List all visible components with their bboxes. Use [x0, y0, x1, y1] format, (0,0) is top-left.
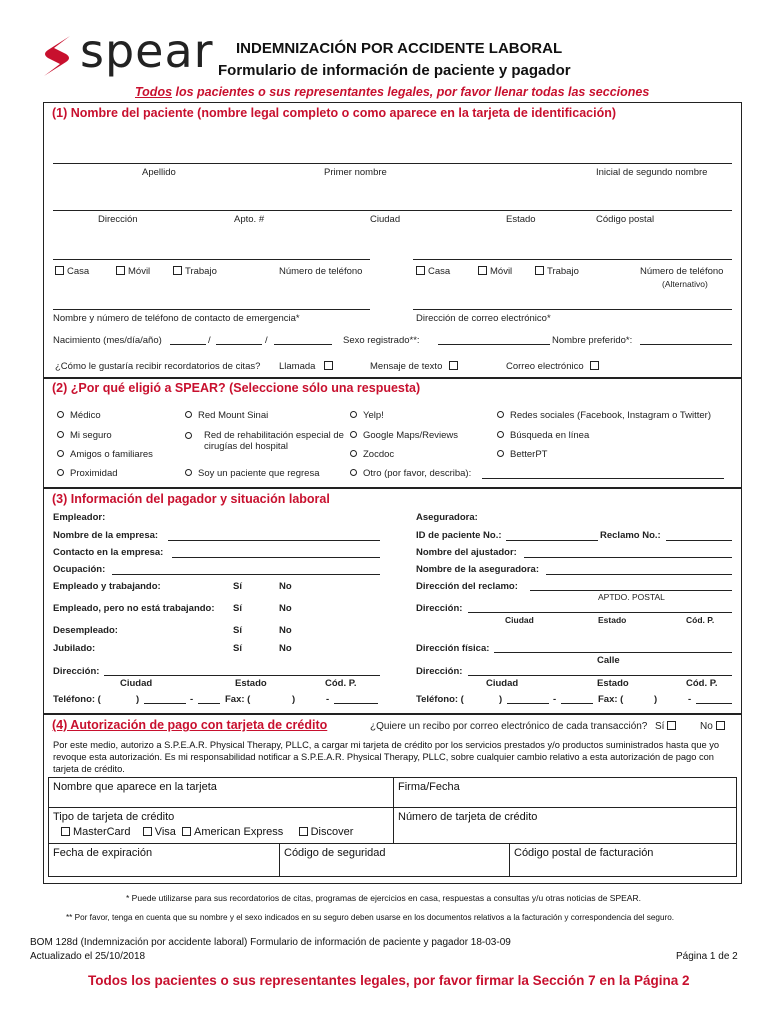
- logo-wordmark: spear: [80, 24, 214, 78]
- label-fax: Fax: (: [225, 694, 251, 705]
- radio[interactable]: [497, 450, 504, 457]
- label-seguridad: Código de seguridad: [284, 847, 386, 859]
- cell-tipo-tarjeta: [48, 807, 394, 844]
- recibo-si[interactable]: [655, 721, 679, 732]
- opt-si[interactable]: Sí: [233, 603, 242, 614]
- label-empleador: Empleador:: [53, 512, 106, 523]
- option-label: Mi seguro: [70, 430, 112, 441]
- checkbox[interactable]: [478, 266, 487, 275]
- instr-rest: los pacientes o sus representantes legales, por favor llenar todas las secciones: [172, 85, 650, 99]
- page-number: Página 1 de 2: [676, 951, 738, 962]
- paren: ): [292, 694, 296, 705]
- direccion-fisica-line[interactable]: [494, 652, 732, 653]
- label-contacto-empresa: Contacto en la empresa:: [53, 547, 164, 558]
- label-cod-p: Cód. P.: [686, 615, 715, 625]
- opt-no[interactable]: No: [279, 581, 292, 592]
- fax-suffix[interactable]: [696, 703, 732, 704]
- opt-si[interactable]: Sí: [233, 581, 242, 592]
- option-google[interactable]: [350, 430, 458, 441]
- reclamo-line[interactable]: [666, 540, 732, 541]
- phone-suffix[interactable]: [198, 703, 220, 704]
- label-llamada: Llamada: [279, 361, 316, 372]
- label-si: Sí: [655, 721, 665, 732]
- cell-expiracion[interactable]: [48, 843, 280, 877]
- label-nacimiento: Nacimiento (mes/día/año): [53, 335, 162, 346]
- ocupacion-line[interactable]: [112, 574, 380, 575]
- alt-phone-trabajo[interactable]: [535, 266, 579, 277]
- label-correo: Dirección de correo electrónico*: [416, 313, 551, 324]
- option-yelp[interactable]: [350, 410, 384, 421]
- checkbox[interactable]: [590, 361, 599, 370]
- paren: ): [136, 694, 140, 705]
- label-recordatorios: ¿Cómo le gustaría recibir recordatorios de citas?: [55, 361, 261, 372]
- direccion-reclamo-2-line[interactable]: [468, 612, 732, 613]
- instructions: [135, 85, 649, 99]
- option-label: Otro (por favor, describa):: [363, 468, 472, 479]
- radio[interactable]: [185, 411, 192, 418]
- dash: -: [553, 694, 557, 705]
- spear-logo-icon: [40, 34, 74, 78]
- radio[interactable]: [497, 431, 504, 438]
- radio[interactable]: [185, 469, 192, 476]
- reminder-correo[interactable]: [506, 361, 602, 372]
- label-casa: Casa: [428, 266, 451, 277]
- opt-no[interactable]: No: [279, 603, 292, 614]
- cell-firma[interactable]: [393, 777, 737, 808]
- label-codigo-postal: Código postal: [596, 214, 655, 225]
- empresa-line[interactable]: [168, 540, 380, 541]
- label-ciudad: Ciudad: [120, 678, 153, 689]
- label-direccion: Dirección: [98, 214, 138, 225]
- radio[interactable]: [185, 432, 192, 439]
- checkbox-discover[interactable]: [299, 827, 308, 836]
- checkbox[interactable]: [535, 266, 544, 275]
- dob-month[interactable]: [170, 344, 206, 345]
- dob-day[interactable]: [216, 344, 262, 345]
- form-subtitle: Formulario de información de paciente y pagador: [218, 62, 571, 79]
- alt-phone-casa[interactable]: [416, 266, 450, 277]
- dash: -: [688, 694, 692, 705]
- instr-underlined: Todos: [135, 85, 173, 99]
- label-trabajo: Trabajo: [547, 266, 579, 277]
- option-busqueda[interactable]: [497, 430, 589, 441]
- paren: ): [654, 694, 658, 705]
- label-id-paciente: ID de paciente No.:: [416, 530, 502, 541]
- label-cod-p: Cód. P.: [325, 678, 357, 689]
- otro-line[interactable]: [482, 478, 724, 479]
- footnote-2: ** Por favor, tenga en cuenta que su nombre y el sexo indicados en su seguro deben usarse en los documentos relativos a la facturación y correspondencia del seguro.: [66, 913, 675, 922]
- emergency-line[interactable]: [53, 309, 370, 310]
- label-casa: Casa: [67, 266, 90, 277]
- label-direccion-fisica: Dirección física:: [416, 643, 490, 654]
- alt-phone-movil[interactable]: [478, 266, 512, 277]
- phone-trabajo[interactable]: [173, 266, 217, 277]
- label-nombre-aseguradora: Nombre de la aseguradora:: [416, 564, 540, 575]
- option-red-rehab[interactable]: [185, 430, 345, 452]
- label-contacto-emergencia: Nombre y número de teléfono de contacto de emergencia*: [53, 313, 300, 324]
- checkbox[interactable]: [416, 266, 425, 275]
- label-desempleado: Desempleado:: [53, 625, 118, 636]
- phone-movil[interactable]: [116, 266, 150, 277]
- checkbox-amex[interactable]: [182, 827, 191, 836]
- label-apto: Apto. #: [234, 214, 265, 225]
- label-apellido: Apellido: [142, 167, 176, 178]
- opt-si[interactable]: Sí: [233, 625, 242, 636]
- label-movil: Móvil: [128, 266, 151, 277]
- option-proximidad[interactable]: [57, 468, 118, 479]
- section-4-heading: (4) Autorización de pago con tarjeta de crédito: [52, 718, 328, 732]
- section-2-heading: (2) ¿Por qué eligió a SPEAR? (Seleccione sólo una respuesta): [52, 381, 421, 395]
- label-nombre-empresa: Nombre de la empresa:: [53, 530, 159, 541]
- option-zocdoc[interactable]: [350, 449, 394, 460]
- alt-phone-line[interactable]: [413, 259, 732, 260]
- label-jubilado: Jubilado:: [53, 643, 96, 654]
- email-line[interactable]: [413, 309, 732, 310]
- slash: /: [265, 335, 268, 346]
- option-otro[interactable]: [350, 468, 471, 479]
- ajustador-line[interactable]: [524, 557, 732, 558]
- option-amigos[interactable]: [57, 449, 153, 460]
- radio[interactable]: [57, 469, 64, 476]
- option-label: Google Maps/Reviews: [363, 430, 459, 441]
- label-aseguradora: Aseguradora:: [416, 512, 478, 523]
- opt-no[interactable]: No: [279, 643, 292, 654]
- label-nombre-ajustador: Nombre del ajustador:: [416, 547, 517, 558]
- opt-no[interactable]: No: [279, 625, 292, 636]
- label-ocupacion: Ocupación:: [53, 564, 106, 575]
- label-ciudad: Ciudad: [370, 214, 401, 225]
- reminder-texto[interactable]: [370, 361, 461, 372]
- option-redes-sociales[interactable]: [497, 410, 711, 421]
- label-amex: American Express: [194, 826, 284, 838]
- label-calle: Calle: [597, 655, 620, 666]
- checkbox-visa[interactable]: [143, 827, 152, 836]
- label-empleado-trabajando: Empleado y trabajando:: [53, 581, 161, 592]
- radio[interactable]: [57, 450, 64, 457]
- phone-casa[interactable]: [55, 266, 89, 277]
- bottom-instruction: Todos los pacientes o sus representantes legales, por favor firmar la Sección 7 en la Página 2: [88, 973, 690, 988]
- checkbox[interactable]: [667, 721, 676, 730]
- label-nombre-preferido: Nombre preferido*:: [552, 335, 633, 346]
- cell-nombre-tarjeta[interactable]: [48, 777, 394, 808]
- slash: /: [208, 335, 211, 346]
- label-postal-facturacion: Código postal de facturación: [514, 847, 654, 859]
- label-estado: Estado: [597, 678, 629, 689]
- label-empleado-no: Empleado, pero no está trabajando:: [53, 603, 215, 614]
- label-expiracion: Fecha de expiración: [53, 847, 153, 859]
- phone-prefix[interactable]: [144, 703, 186, 704]
- label-no: No: [700, 721, 713, 732]
- label-ciudad: Ciudad: [486, 678, 519, 689]
- option-label: Proximidad: [70, 468, 118, 479]
- section-1-heading: (1) Nombre del paciente (nombre legal completo o como aparece en la tarjeta de identificación): [52, 106, 617, 120]
- option-label: Red Mount Sinai: [198, 410, 269, 421]
- label-correo-electronico: Correo electrónico: [506, 361, 584, 372]
- label-aptdo: APTDO. POSTAL: [598, 592, 665, 602]
- direccion-empleador-line[interactable]: [104, 675, 380, 676]
- label-reclamo: Reclamo No.:: [600, 530, 661, 541]
- option-regresa[interactable]: [185, 468, 319, 479]
- authorization-text: Por este medio, autorizo a S.P.E.A.R. Physical Therapy, PLLC, a cargar mi tarjeta de crédito por los servicios prestados y/o productos suministrados hasta que yo revoque esta autorización. Es mi responsabilidad notificar a S.P.E.A.R. Physical Therapy, PLLC, sobre cualquier cambio relativo a esta autorización de pago con tarjeta de crédito.: [53, 740, 720, 774]
- label-movil: Móvil: [490, 266, 513, 277]
- cell-numero-tarjeta[interactable]: [393, 807, 737, 844]
- radio[interactable]: [57, 431, 64, 438]
- form-id: BOM 128d (Indemnización por accidente laboral) Formulario de información de paciente y pagador 18-03-09: [30, 937, 511, 948]
- radio[interactable]: [350, 450, 357, 457]
- option-label: Soy un paciente que regresa: [198, 468, 320, 479]
- label-recibo: ¿Quiere un recibo por correo electrónico de cada transacción?: [370, 721, 648, 732]
- paren: ): [499, 694, 503, 705]
- option-label: Amigos o familiares: [70, 449, 153, 460]
- option-betterpt[interactable]: [497, 449, 548, 460]
- nombre-aseguradora-line[interactable]: [546, 574, 732, 575]
- updated-date: Actualizado el 25/10/2018: [30, 951, 146, 962]
- option-red-mount-sinai[interactable]: [185, 410, 268, 421]
- label-direccion-reclamo-2: Dirección:: [416, 603, 463, 614]
- reminder-llamada[interactable]: [279, 361, 336, 372]
- radio[interactable]: [350, 431, 357, 438]
- direccion-fisica-2-line[interactable]: [468, 675, 732, 676]
- id-paciente-line[interactable]: [506, 540, 598, 541]
- radio[interactable]: [497, 411, 504, 418]
- dash: -: [326, 694, 330, 705]
- label-firma: Firma/Fecha: [398, 781, 460, 793]
- label-cod-p: Cód. P.: [686, 678, 718, 689]
- option-medico[interactable]: [57, 410, 101, 421]
- label-mastercard: MasterCard: [73, 826, 131, 838]
- label-alternativo: (Alternativo): [662, 279, 708, 289]
- option-label: Búsqueda en línea: [510, 430, 590, 441]
- label-estado: Estado: [235, 678, 267, 689]
- option-label: Yelp!: [363, 410, 384, 421]
- dash: -: [190, 694, 194, 705]
- label-direccion-reclamo: Dirección del reclamo:: [416, 581, 518, 592]
- recibo-no[interactable]: [700, 721, 728, 732]
- phone-prefix[interactable]: [507, 703, 549, 704]
- checkbox[interactable]: [116, 266, 125, 275]
- opt-si[interactable]: Sí: [233, 643, 242, 654]
- checkbox[interactable]: [449, 361, 458, 370]
- section-3-heading: (3) Información del pagador y situación laboral: [52, 492, 330, 506]
- form-title: INDEMNIZACIÓN POR ACCIDENTE LABORAL: [236, 40, 563, 57]
- cell-seguridad[interactable]: [279, 843, 510, 877]
- phone-line[interactable]: [53, 259, 370, 260]
- label-direccion-empleador: Dirección:: [53, 666, 100, 677]
- checkbox[interactable]: [173, 266, 182, 275]
- card-options: [61, 826, 389, 838]
- label-telefono: Teléfono: (: [416, 694, 464, 705]
- checkbox[interactable]: [716, 721, 725, 730]
- fax-suffix[interactable]: [334, 703, 378, 704]
- spear-logo: [40, 24, 220, 84]
- sexo-line[interactable]: [438, 344, 550, 345]
- label-mensaje-texto: Mensaje de texto: [370, 361, 443, 372]
- label-tipo-tarjeta: Tipo de tarjeta de crédito: [53, 811, 175, 823]
- dob-year[interactable]: [274, 344, 332, 345]
- label-sexo: Sexo registrado**:: [343, 335, 420, 346]
- label-numero-telefono-alt: Número de teléfono: [640, 266, 724, 277]
- option-label: Redes sociales (Facebook, Instagram o Twitter): [510, 410, 711, 421]
- label-nombre-tarjeta: Nombre que aparece en la tarjeta: [53, 781, 217, 793]
- label-primer-nombre: Primer nombre: [324, 167, 387, 178]
- option-label: Zocdoc: [363, 449, 395, 460]
- label-discover: Discover: [310, 826, 354, 838]
- label-direccion-fisica-2: Dirección:: [416, 666, 463, 677]
- direccion-reclamo-line[interactable]: [530, 590, 732, 591]
- contacto-line[interactable]: [172, 557, 380, 558]
- label-numero-telefono: Número de teléfono: [279, 266, 363, 277]
- nombre-preferido-line[interactable]: [640, 344, 732, 345]
- label-estado: Estado: [598, 615, 627, 625]
- radio[interactable]: [57, 411, 64, 418]
- checkbox-mastercard[interactable]: [61, 827, 70, 836]
- option-mi-seguro[interactable]: [57, 430, 112, 441]
- label-fax: Fax: (: [598, 694, 624, 705]
- checkbox[interactable]: [324, 361, 333, 370]
- label-trabajo: Trabajo: [185, 266, 217, 277]
- cell-postal-facturacion[interactable]: [509, 843, 737, 877]
- radio[interactable]: [350, 411, 357, 418]
- label-visa: Visa: [154, 826, 176, 838]
- address-line[interactable]: [53, 210, 732, 211]
- phone-suffix[interactable]: [561, 703, 593, 704]
- footnote-1: * Puede utilizarse para sus recordatorios de citas, programas de ejercicios en casa, respuestas a consultas y/u otras noticias de SPEAR.: [126, 893, 641, 903]
- option-label: BetterPT: [510, 449, 548, 460]
- option-label: Médico: [70, 410, 101, 421]
- label-ciudad: Ciudad: [505, 615, 534, 625]
- option-label: Red de rehabilitación especial de cirugías del hospital: [204, 430, 344, 452]
- label-telefono: Teléfono: (: [53, 694, 101, 705]
- label-numero-tarjeta: Número de tarjeta de crédito: [398, 811, 538, 823]
- radio[interactable]: [350, 469, 357, 476]
- label-estado: Estado: [506, 214, 536, 225]
- checkbox[interactable]: [55, 266, 64, 275]
- name-line[interactable]: [53, 163, 732, 164]
- label-inicial: Inicial de segundo nombre: [596, 167, 708, 178]
